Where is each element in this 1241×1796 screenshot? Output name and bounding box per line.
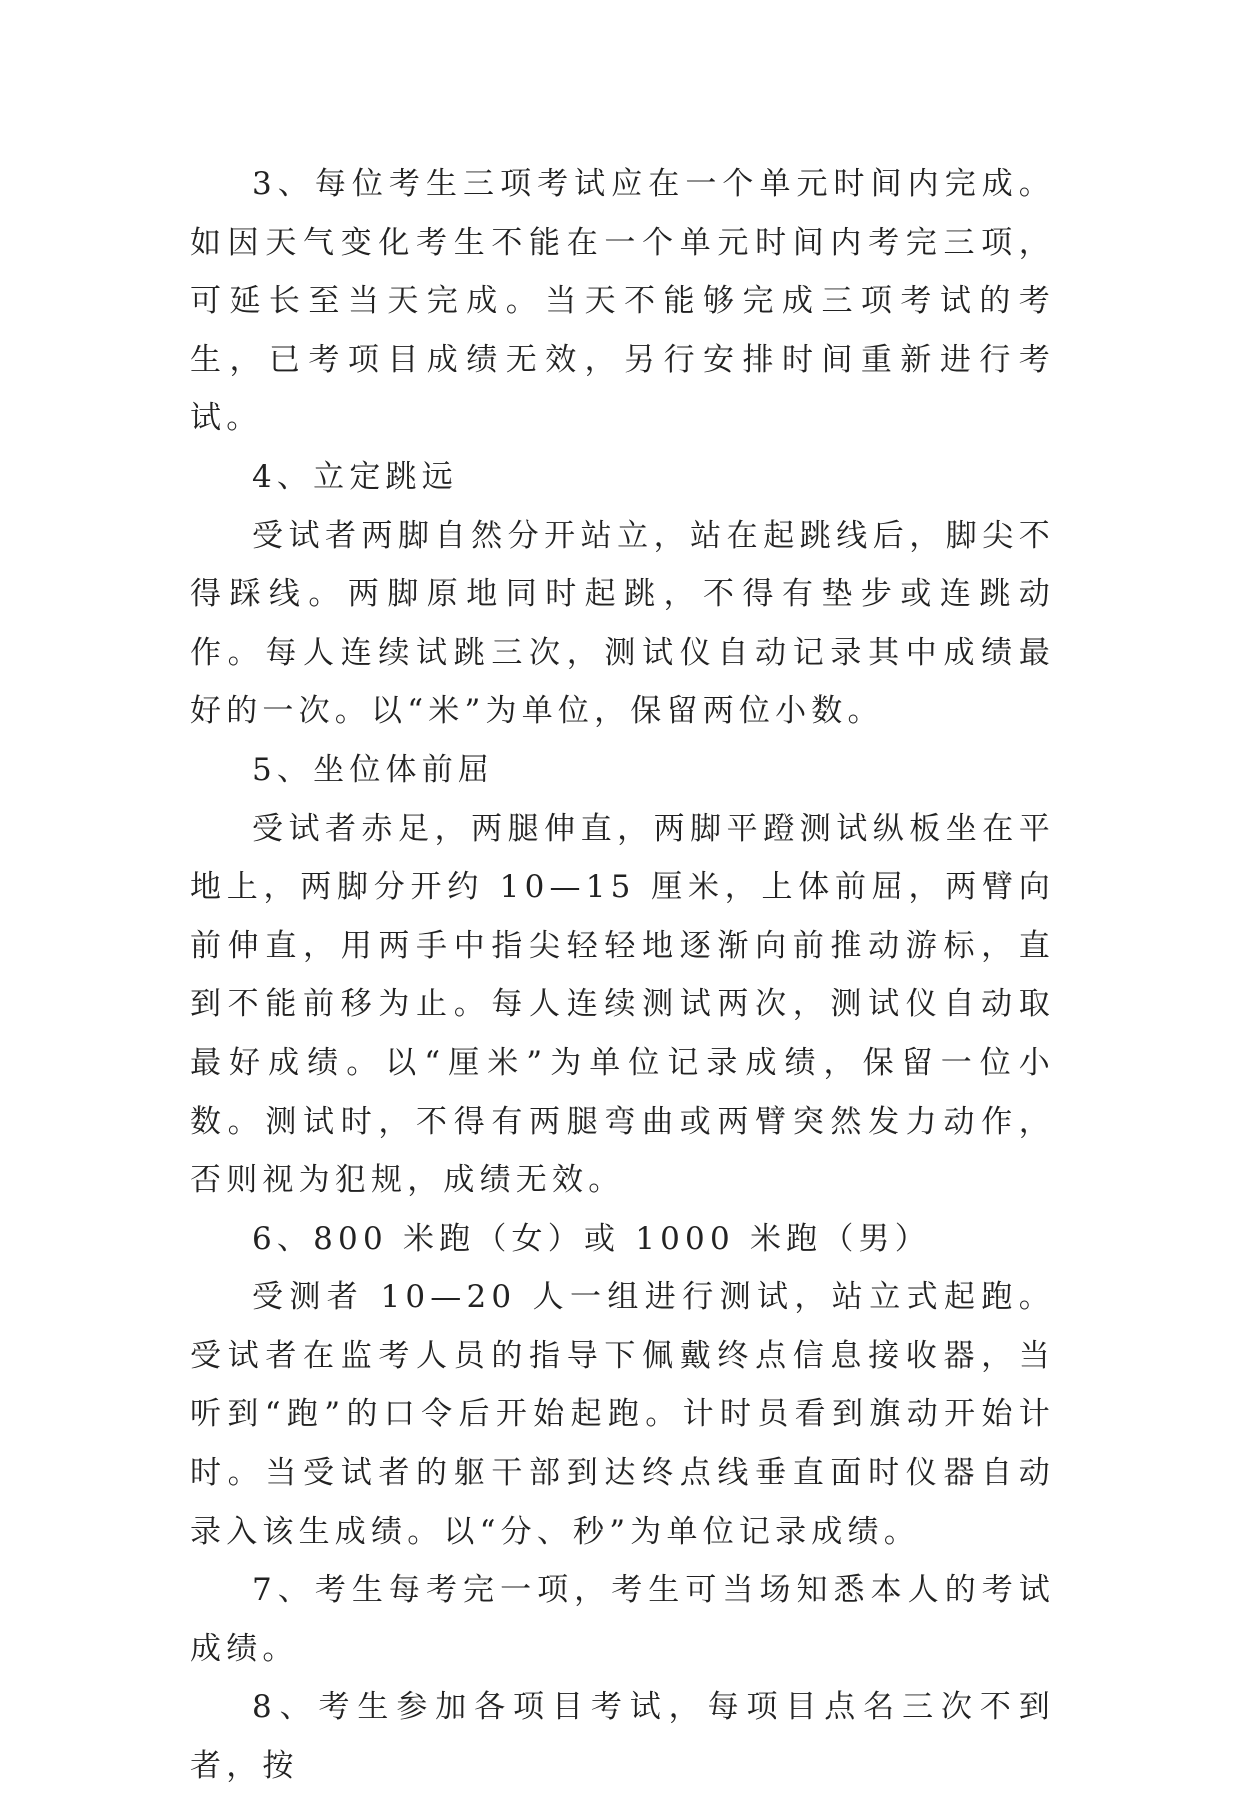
paragraph-rule-8: 8、考生参加各项目考试，每项目点名三次不到者，按 xyxy=(190,1689,1055,1785)
heading-standing-long-jump: 4、立定跳远 xyxy=(252,458,458,495)
paragraph-distance-run: 受测者 10—20 人一组进行测试，站立式起跑。受试者在监考人员的指导下佩戴终点信息接收器，当听到“跑”的口令后开始起跑。计时员看到旗动开始计时。当受试者的躯干部到达终点线垂直面时仪器自动录入该生成绩。以“分、秒”为单位记录成绩。 xyxy=(190,1279,1055,1550)
paragraph-standing-long-jump: 受试者两脚自然分开站立，站在起跳线后，脚尖不得踩线。两脚原地同时起跳，不得有垫步或连跳动作。每人连续试跳三次，测试仪自动记录其中成绩最好的一次。以“米”为单位，保留两位小数。 xyxy=(190,517,1055,730)
heading-distance-run: 6、800 米跑（女）或 1000 米跑（男） xyxy=(252,1220,931,1257)
document-body xyxy=(190,155,1055,1796)
paragraph-rule-3: 3、每位考生三项考试应在一个单元时间内完成。如因天气变化考生不能在一个单元时间内考完三项，可延长至当天完成。当天不能够完成三项考试的考生，已考项目成绩无效，另行安排时间重新进行考试。 xyxy=(190,166,1055,437)
heading-sit-and-reach: 5、坐位体前屈 xyxy=(252,751,495,788)
paragraph-rule-7: 7、考生每考完一项，考生可当场知悉本人的考试成绩。 xyxy=(190,1572,1055,1667)
paragraph-sit-and-reach: 受试者赤足，两腿伸直，两脚平蹬测试纵板坐在平地上，两脚分开约 10—15 厘米，上体前屈，两臂向前伸直，用两手中指尖轻轻地逐渐向前推动游标，直到不能前移为止。每人连续测试两次，测试仪自动取最好成绩。以“厘米”为单位记录成绩，保留一位小数。测试时，不得有两腿弯曲或两臂突然发力动作，否则视为犯规，成绩无效。 xyxy=(190,810,1055,1199)
